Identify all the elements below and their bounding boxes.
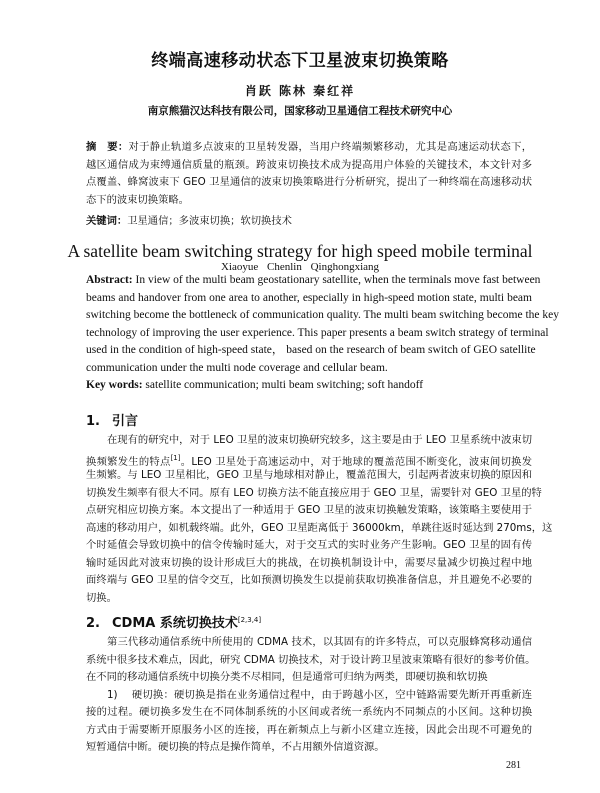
body-line: 换频繁发生的特点[1]。LEO 卫星处于高速运动中，对于地球的覆盖范围不断变化，波束间切换发 — [86, 453, 533, 468]
keywords-en — [86, 377, 532, 395]
body-line: 在不同的移动通信系统中切换分类不尽相同，但是通常可归纳为两类，即硬切换和软切换 — [86, 671, 488, 683]
keywords-en-label: Key words: — [86, 379, 143, 391]
abstract-en-line: beams and handover from one area to another, especially in high-speed motion state, multi beam — [86, 291, 532, 304]
body-line: 输时延因此对波束切换的设计形成巨大的挑战，在切换机制设计中，需要尽量减少切换过程中地 — [86, 556, 532, 569]
section-2-heading: 2. CDMA 系统切换技术[2,3,4] — [86, 616, 262, 631]
body-line: 短暂通信中断。硬切换的特点是操作简单，不占用额外信道资源。 — [86, 741, 385, 753]
abstract-line: 点覆盖、蜂窝波束下 GEO 卫星通信的波束切换策略进行分析研究，提出了一种终端在高速移动状 — [86, 176, 532, 188]
keywords-zh — [86, 213, 532, 231]
keywords-text: 卫星通信；多波束切换；软切换技术 — [127, 215, 292, 227]
abstract-zh — [86, 139, 532, 231]
body-line: 方式由于需要断开原服务小区的连接，再在新频点上与新小区建立连接，因此会出现不可避免的 — [86, 723, 532, 736]
abstract-label: 摘 要： — [86, 141, 129, 153]
abstract-en-line: technology of improving the user experience. This paper presents a beam switch strategy of terminal — [86, 326, 549, 339]
body-line: 生频繁。与 LEO 卫星相比，GEO 卫星与地球相对静止，覆盖范围大，引起两者波束切换的原因和 — [86, 469, 532, 481]
paper-title: 终端高速移动状态下卫星波束切换策略 — [151, 51, 449, 71]
body-line: 接的过程。硬切换多发生在不同体制系统的小区间或者统一系统内不同频点的小区间。这种切换 — [86, 706, 532, 718]
abstract-en-label: Abstract: — [86, 274, 133, 286]
affiliation: 南京熊猫汉达科技有限公司，国家移动卫星通信工程技术研究中心 — [147, 105, 453, 117]
citation: [1] — [170, 453, 181, 462]
abstract-line: 对于静止轨道多点波束的卫星转发器，当用户终端频繁移动，尤其是高速运动状态下， — [128, 141, 533, 153]
body-line: 高速的移动用户，如机载终端。此外，GEO 卫星距离低于 36000km，单跳往返时延达到 270ms，这 — [86, 521, 553, 534]
body-line: 点研究相应切换方案。本文提出了一种适用于 GEO 卫星的波束切换触发策略，该策略主要使用于 — [86, 504, 532, 516]
body-line: 系统中很多技术难点，因此，研究 CDMA 切换技术，对于设计跨卫星波束策略有很好的参考价值。 — [86, 653, 536, 666]
section-2-body — [86, 634, 536, 757]
page-number: 281 — [506, 760, 521, 771]
body-line: 面终端与 GEO 卫星的信令交互，比如预测切换发生以提前获取切换准备信息，并且避免不必要的 — [86, 574, 532, 586]
english-title: A satellite beam switching strategy for high speed mobile terminal — [67, 241, 533, 261]
body-line: 个时延值会导致切换中的信令传输时延大，对于交互式的实时业务产生影响。GEO 卫星的固有传 — [86, 539, 532, 551]
abstract-en-line: communication under the multi node coverage and cellular beam. — [86, 361, 388, 374]
abstract-en-line: switching become the bottleneck of communication quality. The multi beam switching become the key — [86, 309, 559, 321]
body-line: 1) 硬切换：硬切换是指在业务通信过程中，由于跨越小区，空中链路需要先断开再重新连 — [107, 688, 532, 701]
authors: 肖跃 陈林 秦红祥 — [244, 84, 356, 98]
body-line: 在现有的研究中，对于 LEO 卫星的波束切换研究较多，这主要是由于 LEO 卫星系统中波束切 — [107, 434, 532, 446]
body-line: 切换。 — [86, 591, 117, 604]
keywords-label: 关键词： — [86, 215, 128, 227]
section-1-heading: 1. 引言 — [86, 414, 138, 429]
english-authors: Xiaoyue Chenlin Qinghongxiang — [220, 261, 380, 273]
section-1-body — [86, 432, 553, 607]
abstract-en-line: In view of the multi beam geostationary satellite, when the terminals move fast between — [132, 274, 541, 286]
body-line: 第三代移动通信系统中所使用的 CDMA 技术，以其固有的许多特点，可以克服蜂窝移动通信 — [107, 636, 532, 648]
abstract-line: 越区通信成为束缚通信质量的瓶颈。跨波束切换技术成为提高用户体验的关键技术，本文针对多 — [86, 158, 532, 171]
abstract-en-line: used in the condition of high-speed state， based on the research of beam switch of GEO satellite — [86, 344, 536, 356]
citation: [2,3,4] — [237, 616, 262, 624]
abstract-en — [86, 272, 559, 395]
abstract-line: 态下的波束切换策略。 — [86, 193, 189, 206]
body-line: 切换发生频率有很大不同。原有 LEO 切换方法不能直接应用于 GEO 卫星，需要针对 GEO 卫星的特 — [86, 486, 542, 499]
keywords-en-text: satellite communication; multi beam switching; soft handoff — [142, 379, 424, 391]
